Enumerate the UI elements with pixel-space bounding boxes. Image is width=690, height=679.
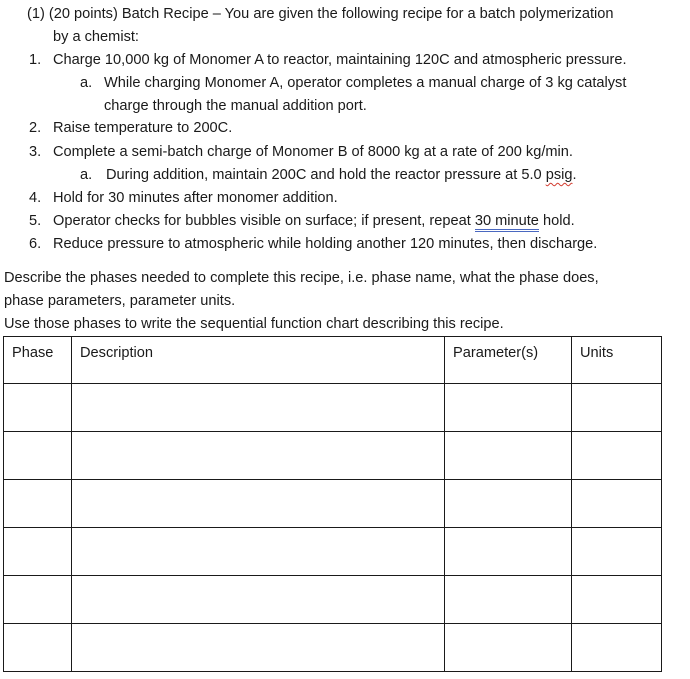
table-cell[interactable] [4,432,72,480]
table-cell[interactable] [72,624,445,672]
step-3a-text [106,166,577,184]
step-5-text-main: Operator checks for bubbles visible on surface; if present, repeat [53,213,475,229]
problem-header: (1) (20 points) Batch Recipe – You are given the following recipe for a batch polymerization [27,6,614,22]
table-cell[interactable] [445,624,572,672]
step-3a-text-end: . [572,167,577,183]
step-4-text: Hold for 30 minutes after monomer addition. [53,190,338,206]
step-3-text: Complete a semi-batch charge of Monomer B of 8000 kg at a rate of 200 kg/min. [53,144,573,160]
step-5-text-end: hold. [538,213,575,229]
header-units: Units [572,337,662,384]
step-6-text: Reduce pressure to atmospheric while holding another 120 minutes, then discharge. [53,236,598,252]
table-cell[interactable] [4,624,72,672]
instruction-describe-phases-continuation: phase parameters, parameter units. [4,293,236,309]
step-3a-text-main: During addition, maintain 200C and hold the reactor pressure at 5.0 [106,167,546,183]
step-1-text: Charge 10,000 kg of Monomer A to reactor, maintaining 120C and atmospheric pressure. [53,52,627,68]
table-cell[interactable] [445,432,572,480]
table-cell[interactable] [445,576,572,624]
step-2-number: 2. [29,120,42,136]
table-row [4,528,662,576]
header-parameters: Parameter(s) [445,337,572,384]
table-cell[interactable] [72,480,445,528]
step-1-number: 1. [29,52,42,68]
table-cell[interactable] [572,384,662,432]
table-cell[interactable] [4,384,72,432]
table-row [4,384,662,432]
step-1a-text-continuation: charge through the manual addition port. [104,98,367,114]
step-4-number: 4. [29,190,42,206]
step-6-number: 6. [29,236,42,252]
step-5-grammar-flag[interactable]: 30 minute [475,213,539,232]
step-3-number: 3. [29,144,42,160]
instruction-sfc: Use those phases to write the sequential function chart describing this recipe. [4,316,504,332]
table-cell[interactable] [572,480,662,528]
header-description: Description [72,337,445,384]
problem-header-continuation: by a chemist: [53,29,139,45]
table-row [4,432,662,480]
table-row [4,624,662,672]
table-cell[interactable] [4,576,72,624]
table-cell[interactable] [72,528,445,576]
step-5-text [53,212,575,230]
phase-table [3,336,662,672]
table-cell[interactable] [72,432,445,480]
table-cell[interactable] [572,624,662,672]
table-cell[interactable] [72,576,445,624]
table-cell[interactable] [4,528,72,576]
step-3a-letter: a. [80,167,93,183]
table-cell[interactable] [4,480,72,528]
table-cell[interactable] [572,528,662,576]
table-cell[interactable] [572,576,662,624]
table-cell[interactable] [445,528,572,576]
table-cell[interactable] [445,384,572,432]
table-cell[interactable] [72,384,445,432]
step-1a-letter: a. [80,75,93,91]
instruction-describe-phases: Describe the phases needed to complete this recipe, i.e. phase name, what the phase does, [4,270,599,286]
table-row [4,576,662,624]
step-3a-flagged-word[interactable]: psig [545,167,573,183]
header-phase: Phase [4,337,72,384]
step-1a-text: While charging Monomer A, operator completes a manual charge of 3 kg catalyst [104,75,627,91]
table-row [4,480,662,528]
table-cell[interactable] [572,432,662,480]
step-5-number: 5. [29,213,42,229]
table-header-row [4,337,662,384]
step-2-text: Raise temperature to 200C. [53,120,233,136]
table-cell[interactable] [445,480,572,528]
